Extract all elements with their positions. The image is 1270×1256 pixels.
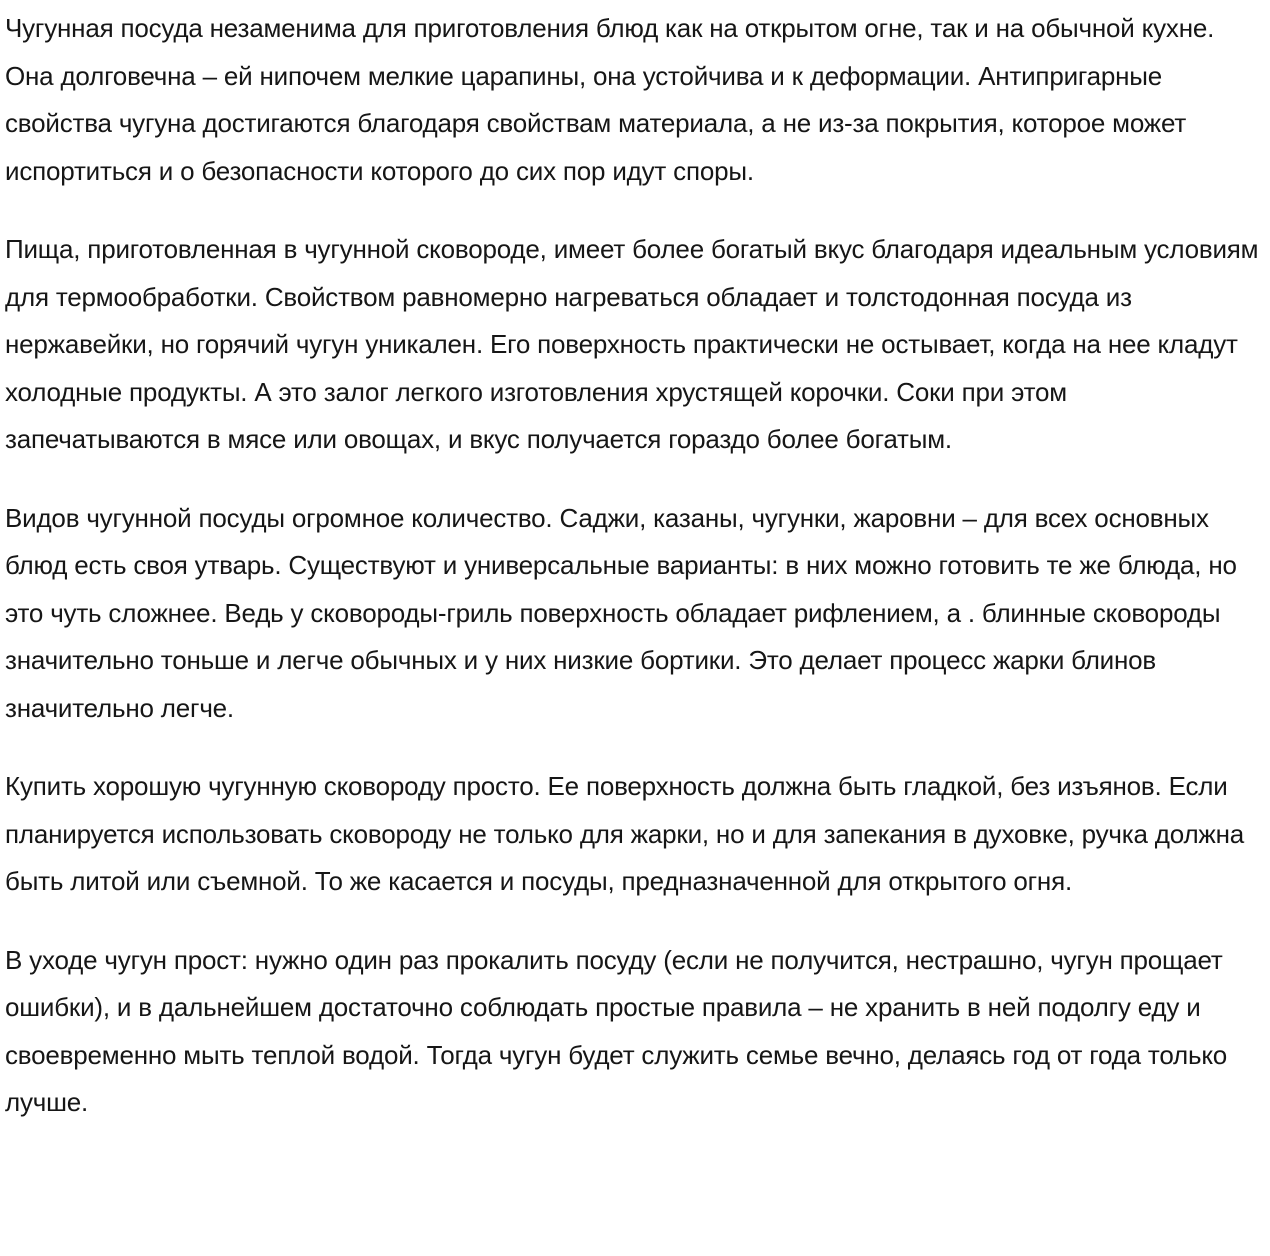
- paragraph: Купить хорошую чугунную сковороду просто. Ее поверхность должна быть гладкой, без изъянов. Если планируется использовать сковороду не только для жарки, но и для запекания в духовке, ручка должна быть литой или съемной. То же касается и посуды, предназначенной для открытого огня.: [5, 771, 1245, 896]
- paragraph: Чугунная посуда незаменима для приготовления блюд как на открытом огне, так и на обычной кухне. Она долговечна – ей нипочем мелкие царапины, она устойчива и к деформации. Антипригарные свойства чугуна достигаются благодаря свойствам материала, а не из-за покрытия, которое может испортиться и о безопасности которого до сих пор идут споры.: [5, 13, 1215, 186]
- paragraph: Видов чугунной посуды огромное количество. Саджи, казаны, чугунки, жаровни – для всех основных блюд есть своя утварь. Существуют и универсальные варианты: в них можно готовить те же блюда, но это чуть сложнее. Ведь у сковороды-гриль поверхность обладает рифлением, а . блинные сковороды значительно тоньше и легче обычных и у них низкие бортики. Это делает процесс жарки блинов значительно легче.: [5, 502, 1237, 723]
- paragraph: Пища, приготовленная в чугунной сковороде, имеет более богатый вкус благодаря идеальным условиям для термообработки. Свойством равномерно нагреваться обладает и толстодонная посуда из нержавейки, но горячий чугун уникален. Его поверхность практически не остывает, когда на нее кладут холодные продукты. А это залог легкого изготовления хрустящей корочки. Соки при этом запечатываются в мясе или овощах, и вкус получается гораздо более богатым.: [5, 234, 1259, 454]
- paragraph: В уходе чугун прост: нужно один раз прокалить посуду (если не получится, нестрашно, чугун прощает ошибки), и в дальнейшем достаточно соблюдать простые правила – не хранить в ней подолгу еду и своевременно мыть теплой водой. Тогда чугун будет служить семье вечно, делаясь год от года только лучше.: [5, 944, 1228, 1117]
